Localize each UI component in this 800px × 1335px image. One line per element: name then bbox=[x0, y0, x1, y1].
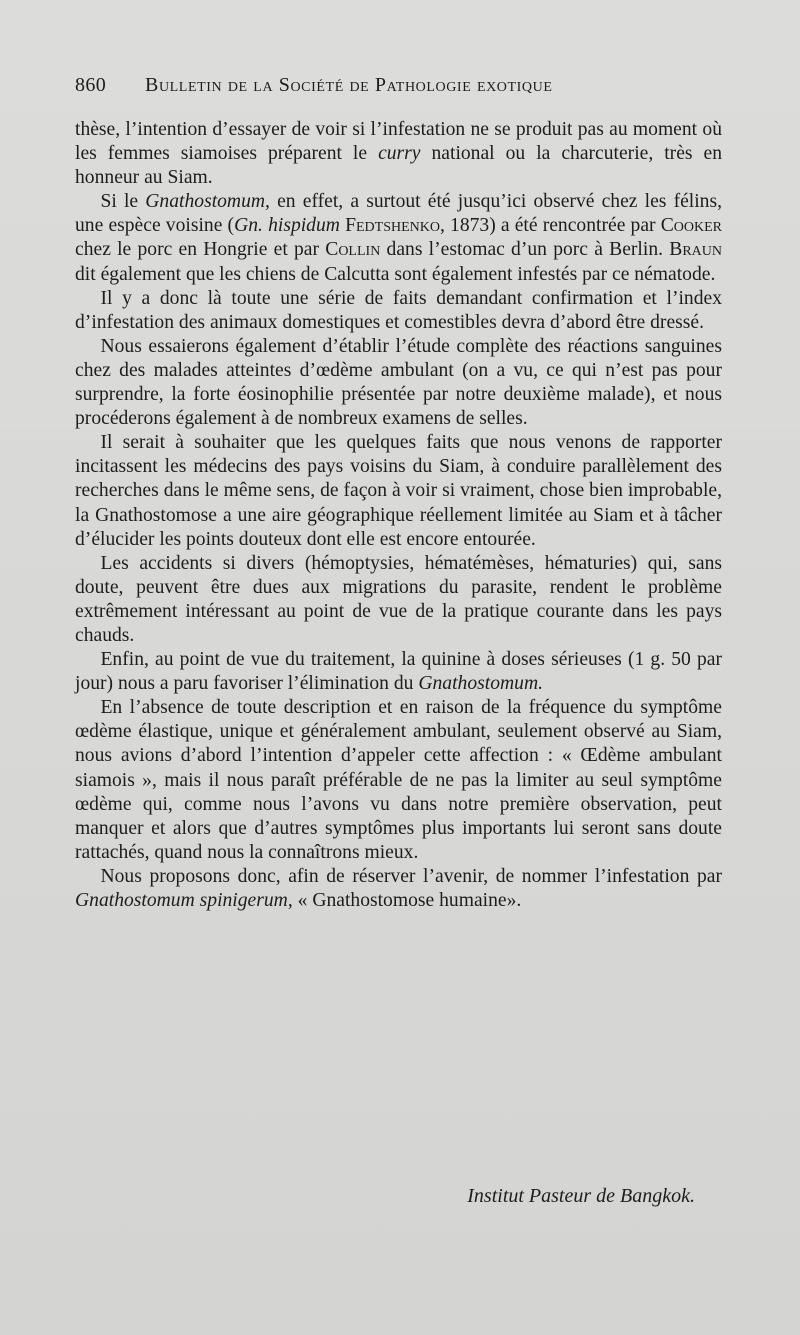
article-body bbox=[75, 118, 722, 913]
paragraph-7: Enfin, au point de vue du traitement, la quinine à doses sérieuses (1 g. 50 par jour) nous a paru favoriser l’élimination du Gnathostomum. bbox=[75, 649, 722, 695]
paragraph-2: Si le Gnathostomum, en effet, a surtout été jusqu’ici observé chez les félins, une espèce voisine (Gn. hispidum Fedtshenko, 1873) a été rencontrée par Cooker chez le porc en Hongrie et par Collin dans l’estomac d’un porc à Berlin. Braun dit également que les chiens de Calcutta sont également infestés par ce nématode. bbox=[75, 191, 722, 285]
running-title: Bulletin de la Société de Pathologie exotique bbox=[145, 74, 553, 96]
paragraph-6: Les accidents si divers (hémoptysies, hématémèses, hématuries) qui, sans doute, peuvent être dues aux migrations du parasite, rendent le problème extrêmement intéressant au point de vue de la pratique courante dans les pays chauds. bbox=[75, 552, 722, 646]
paragraph-1: thèse, l’intention d’essayer de voir si l’infestation ne se produit pas au moment où les femmes siamoises préparent le curry national ou la charcuterie, très en honneur au Siam. bbox=[75, 119, 723, 189]
paragraph-8: En l’absence de toute description et en raison de la fréquence du symptôme œdème élastique, unique et généralement ambulant, seulement observé au Siam, nous avions d’abord l’intention d’appeler cette affection : « Œdème ambulant siamois », mais il nous paraît préférable de ne pas la limiter au seul symptôme œdème qui, comme nous l’avons vu dans notre première observation, peut manquer et alors que d’autres symptômes plus importants lui seront sans doute rattachés, quand nous la connaîtrons mieux. bbox=[75, 697, 722, 863]
paragraph-3: Il y a donc là toute une série de faits demandant confirmation et l’index d’infestation des animaux domestiques et comestibles devra d’abord être dressé. bbox=[75, 287, 722, 333]
paragraph-5: Il serait à souhaiter que les quelques faits que nous venons de rapporter incitassent les médecins des pays voisins du Siam, à conduire parallèlement des recherches dans le même sens, de façon à voir si vraiment, chose bien improbable, la Gnathostomose a une aire géographique réellement limitée au Siam et à tâcher d’élucider les points douteux dont elle est encore entourée. bbox=[75, 432, 722, 550]
page-number: 860 bbox=[75, 74, 107, 96]
paragraph-9: Nous proposons donc, afin de réserver l’avenir, de nommer l’infestation par Gnathostomum spinigerum, « Gnathostomose humaine». bbox=[75, 865, 722, 911]
page-header bbox=[75, 74, 725, 104]
paragraph-4: Nous essaierons également d’établir l’étude complète des réactions sanguines chez des malades atteintes d’œdème ambulant (on a vu, ce qui n’est pas pour surprendre, la forte éosinophilie présentée par notre deuxième malade), et nous procéderons également à de nombreux examens de selles. bbox=[75, 335, 722, 430]
signature: Institut Pasteur de Bangkok. bbox=[467, 1185, 695, 1207]
